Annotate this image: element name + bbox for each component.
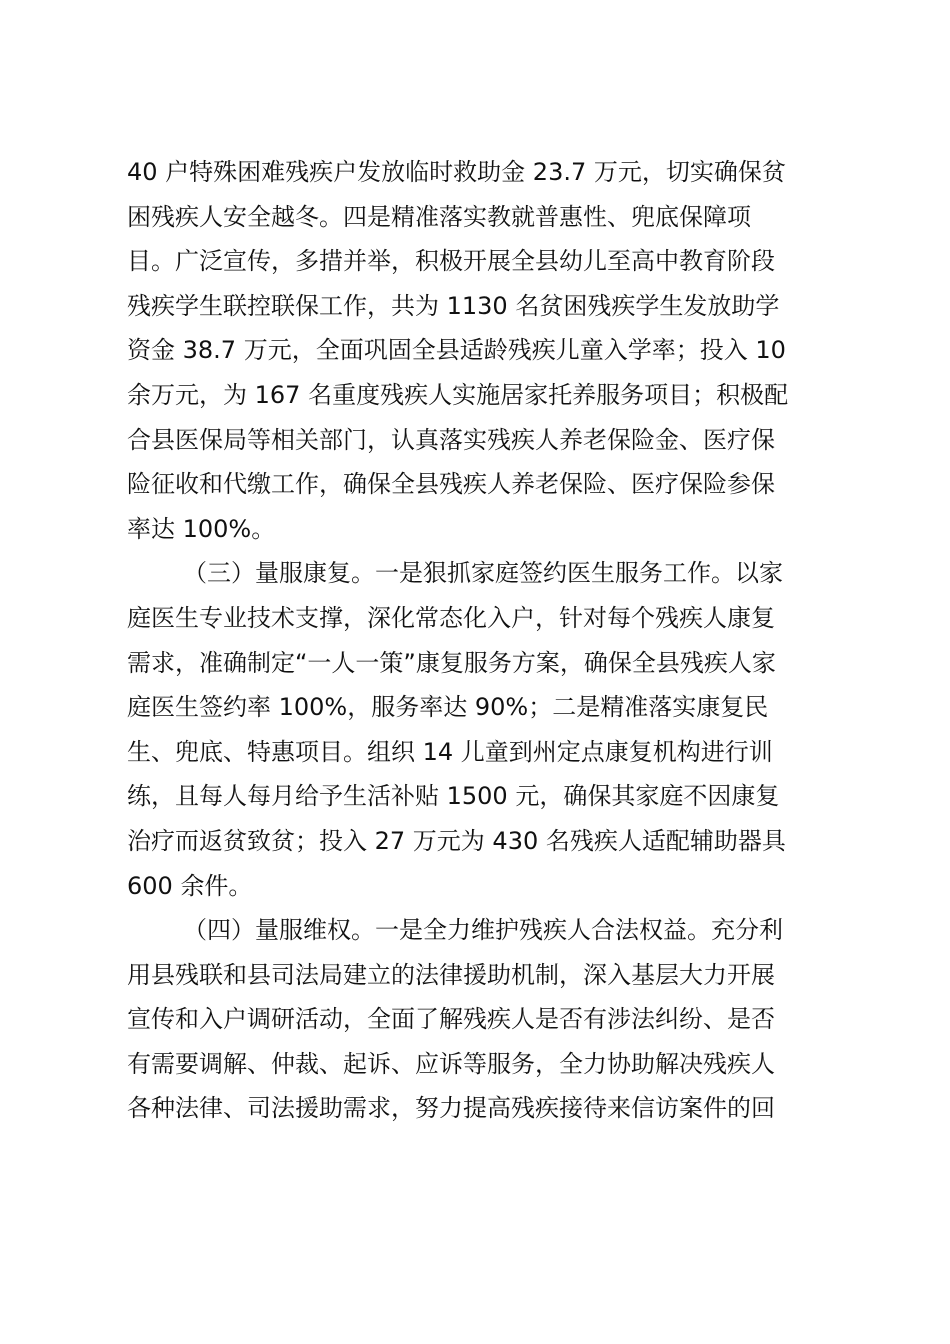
text-line: 有需要调解、仲裁、起诉、应诉等服务，全力协助解决残疾人	[127, 1049, 775, 1078]
text-line: 目。广泛宣传，多措并举，积极开展全县幼儿至高中教育阶段	[127, 247, 775, 276]
text-line: 合县医保局等相关部门，认真落实残疾人养老保险金、医疗保	[127, 425, 775, 454]
section-heading-line: （三）量服康复。一是狠抓家庭签约医生服务工作。以家	[183, 559, 783, 588]
text-line: 600 余件。	[127, 871, 253, 900]
text-line: 余万元，为 167 名重度残疾人实施居家托养服务项目；积极配	[127, 380, 789, 409]
text-line: 率达 100%。	[127, 514, 276, 543]
text-line: 需求，准确制定“一人一策”康复服务方案，确保全县残疾人家	[127, 648, 776, 677]
text-line: 用县残联和县司法局建立的法律援助机制，深入基层大力开展	[127, 960, 775, 989]
text-line: 庭医生专业技术支撑，深化常态化入户，针对每个残疾人康复	[127, 603, 775, 632]
text-line: 险征收和代缴工作，确保全县残疾人养老保险、医疗保险参保	[127, 470, 775, 499]
text-line: 各种法律、司法援助需求，努力提高残疾接待来信访案件的回	[127, 1094, 775, 1123]
text-line: 生、兜底、特惠项目。组织 14 儿童到州定点康复机构进行训	[127, 737, 773, 766]
text-line: 治疗而返贫致贫；投入 27 万元为 430 名残疾人适配辅助器具	[127, 826, 786, 855]
text-line: 40 户特殊困难残疾户发放临时救助金 23.7 万元，切实确保贫	[127, 158, 786, 186]
text-line: 困残疾人安全越冬。四是精准落实教就普惠性、兜底保障项	[127, 202, 751, 231]
document-body	[127, 150, 827, 1131]
section-heading-line: （四）量服维权。一是全力维护残疾人合法权益。充分利	[183, 916, 783, 945]
text-line: 宣传和入户调研活动，全面了解残疾人是否有涉法纠纷、是否	[127, 1005, 775, 1034]
text-line: 残疾学生联控联保工作，共为 1130 名贫困残疾学生发放助学	[127, 291, 780, 320]
text-line: 练，且每人每月给予生活补贴 1500 元，确保其家庭不因康复	[127, 782, 780, 811]
text-line: 资金 38.7 万元，全面巩固全县适龄残疾儿童入学率；投入 10	[127, 336, 786, 365]
text-line: 庭医生签约率 100%，服务率达 90%；二是精准落实康复民	[127, 693, 769, 722]
